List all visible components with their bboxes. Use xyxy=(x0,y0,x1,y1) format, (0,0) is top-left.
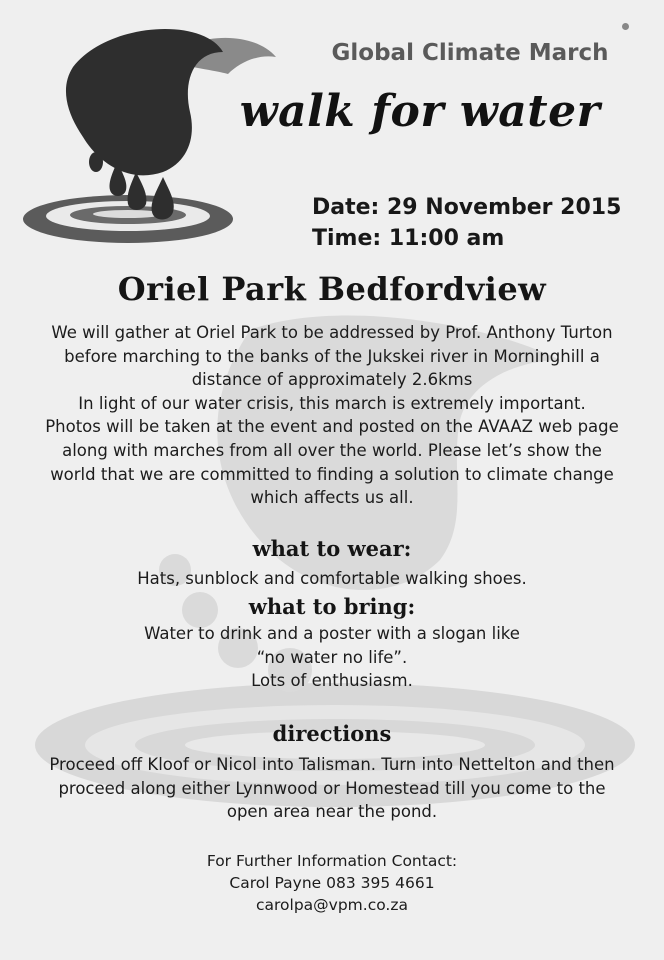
contact-block xyxy=(0,850,664,916)
contact-name-phone: Carol Payne 083 395 4661 xyxy=(229,874,435,892)
wear-text xyxy=(0,567,664,591)
intro-line: along with marches from all over the world. Please let’s show the xyxy=(62,440,602,460)
directions-line: Proceed off Kloof or Nicol into Talisman. Turn into Nettelton and then xyxy=(49,755,615,774)
intro-line: before marching to the banks of the Jukskei river in Morninghill a xyxy=(64,346,600,366)
wear-line: Hats, sunblock and comfortable walking shoes. xyxy=(137,569,527,588)
wear-heading: what to wear: xyxy=(252,536,412,561)
intro-line: distance of approximately 2.6kms xyxy=(191,370,473,390)
event-title: walk for water xyxy=(239,86,601,137)
intro-paragraph xyxy=(20,321,644,510)
contact-heading: For Further Information Contact: xyxy=(206,852,458,870)
bring-line: Water to drink and a poster with a slogan like xyxy=(144,624,520,643)
intro-line: In light of our water crisis, this march is extremely important. xyxy=(78,393,586,413)
event-time: Time: 11:00 am xyxy=(312,226,505,251)
intro-line: world that we are committed to finding a solution to climate change xyxy=(50,464,614,484)
event-subtitle: Global Climate March xyxy=(331,40,609,66)
bring-line: “no water no life”. xyxy=(256,647,408,667)
directions-line: open area near the pond. xyxy=(226,802,438,822)
intro-line: which affects us all. xyxy=(250,488,414,508)
directions-line: proceed along either Lynnwood or Homestead till you come to the xyxy=(58,778,606,798)
intro-line: Photos will be taken at the event and posted on the AVAAZ web page xyxy=(45,417,619,437)
bring-text xyxy=(0,622,664,693)
directions-text xyxy=(0,753,664,824)
contact-email: carolpa@vpm.co.za xyxy=(255,896,408,914)
directions-heading: directions xyxy=(272,721,392,746)
intro-line: We will gather at Oriel Park to be addressed by Prof. Anthony Turton xyxy=(51,323,613,342)
bring-line: Lots of enthusiasm. xyxy=(251,671,413,691)
venue-heading: Oriel Park Bedfordview xyxy=(117,270,547,308)
event-date: Date: 29 November 2015 xyxy=(312,195,622,220)
bring-heading: what to bring: xyxy=(248,594,416,619)
print-dot xyxy=(622,23,629,30)
